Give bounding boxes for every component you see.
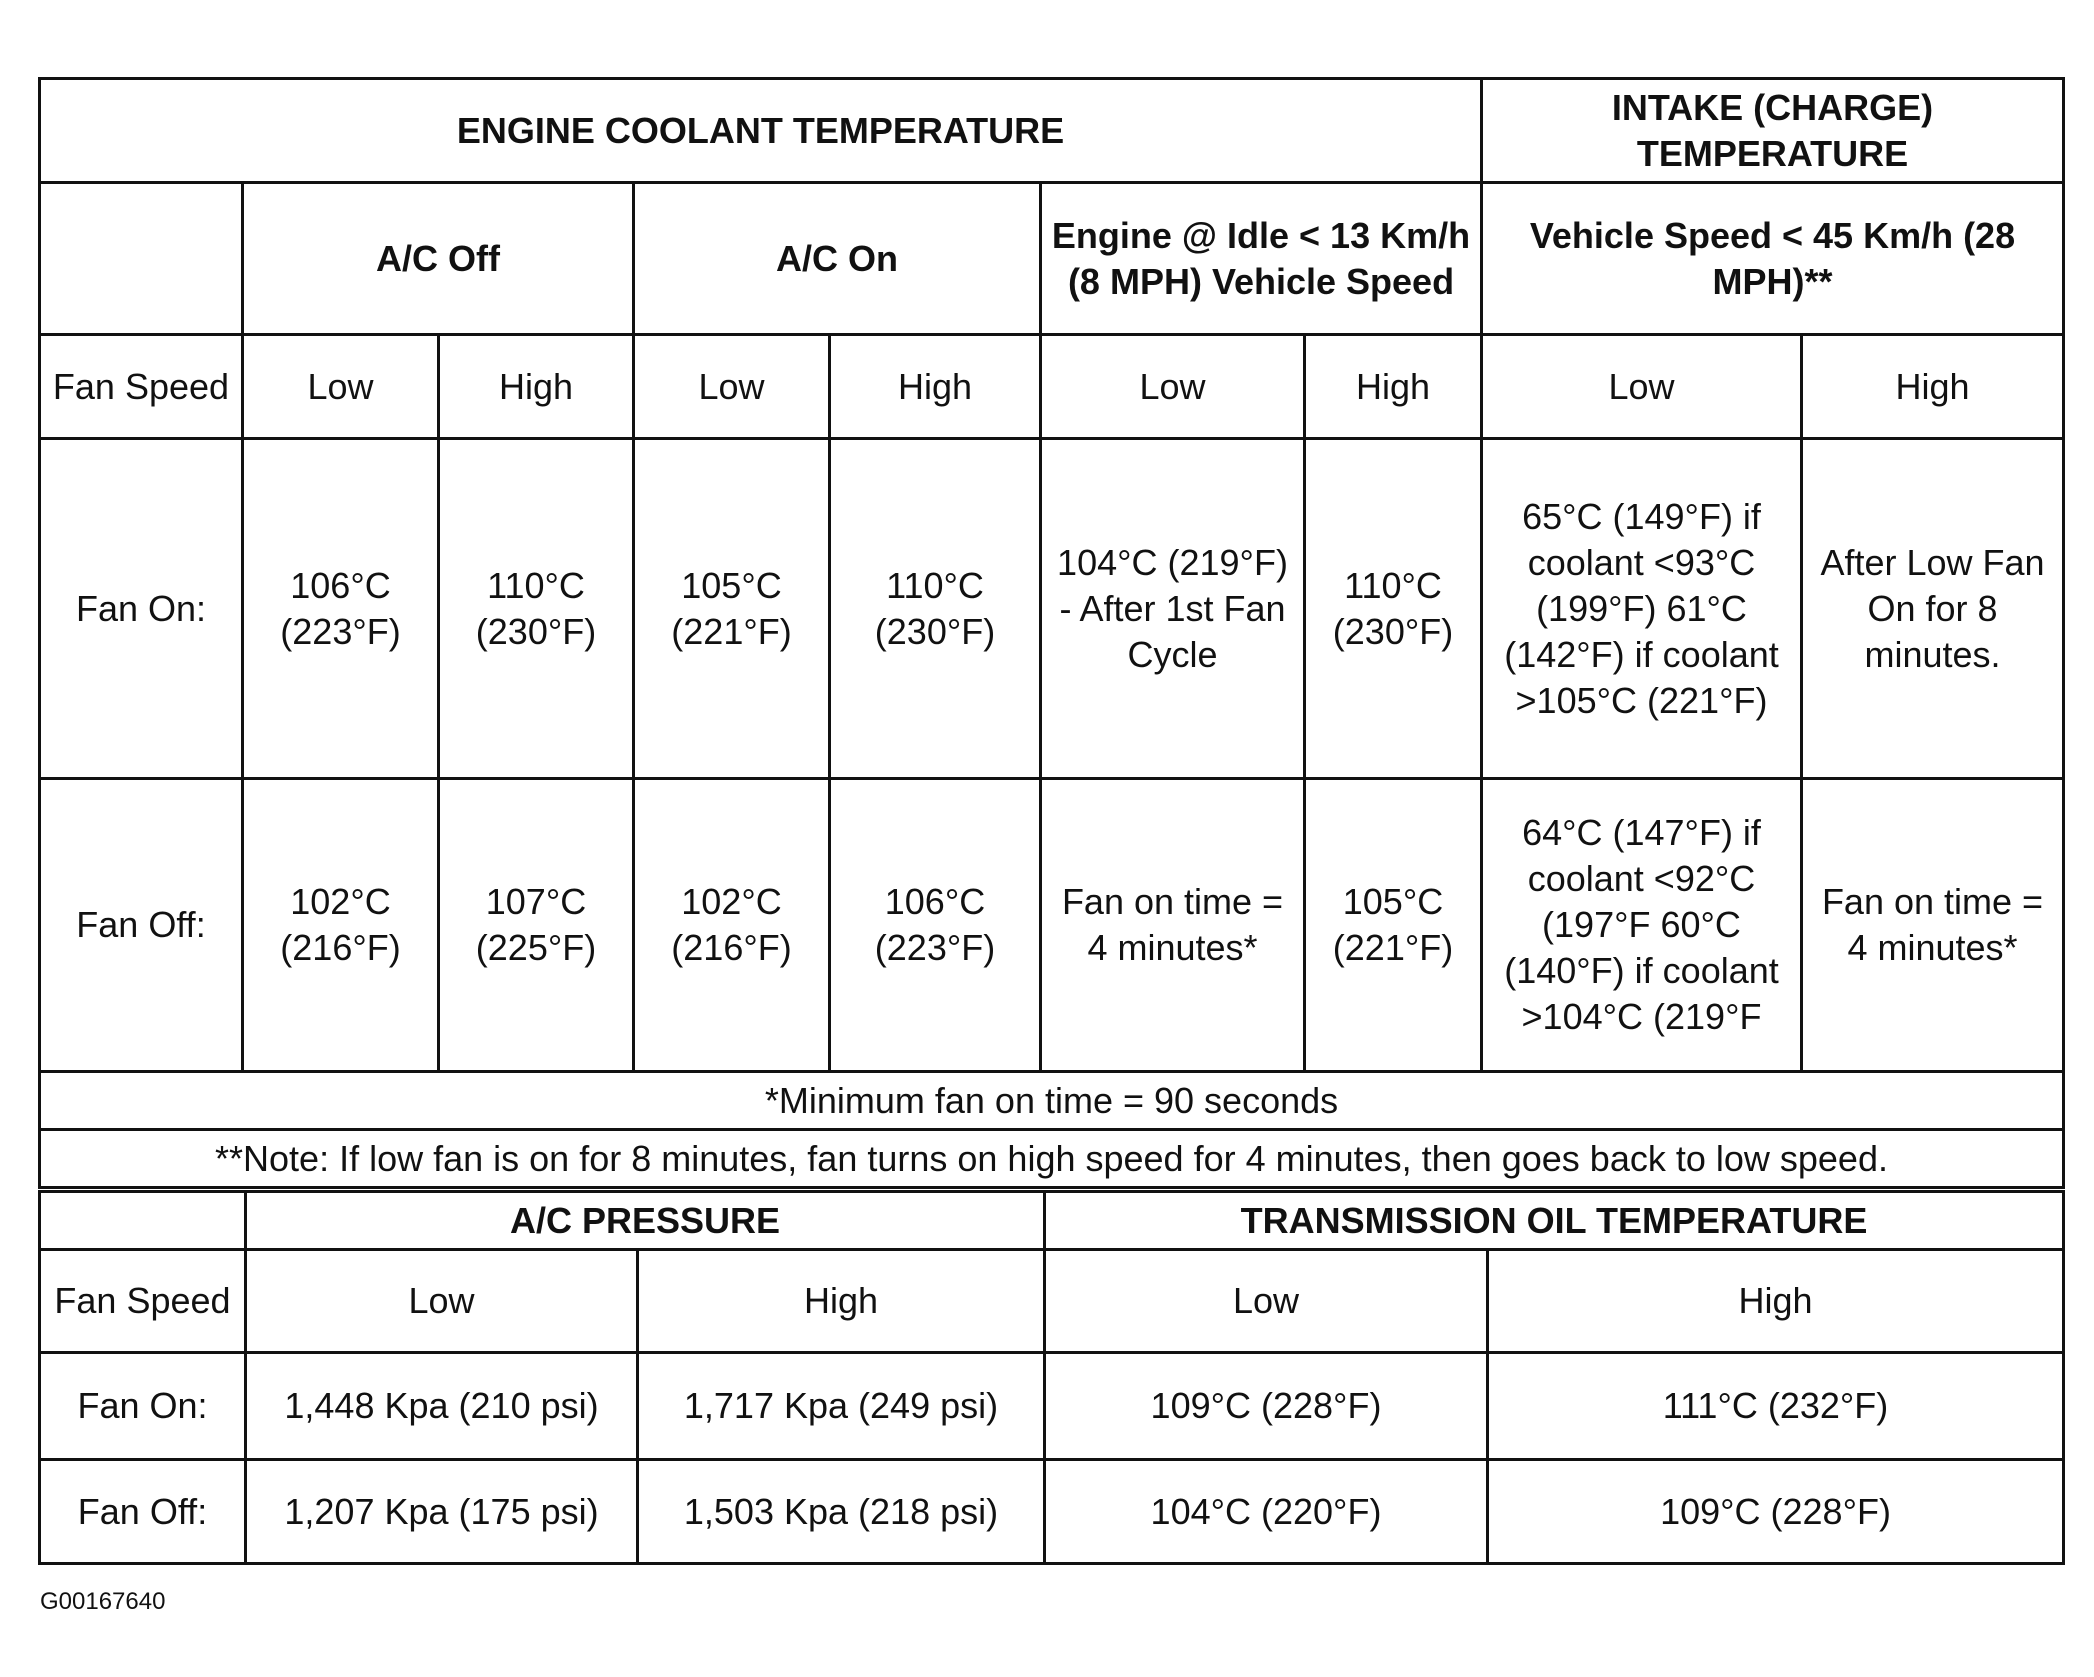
fan-off-ac-off-low: 102°C (216°F) (243, 779, 439, 1072)
empty-corner-cell (40, 183, 243, 335)
fan-off-pressure-low: 1,207 Kpa (175 psi) (246, 1460, 638, 1564)
engine-coolant-header: ENGINE COOLANT TEMPERATURE (40, 79, 1482, 183)
fan-off-trans-high: 109°C (228°F) (1488, 1460, 2064, 1564)
fan-on-idle-high: 110°C (230°F) (1305, 439, 1482, 779)
fan-off-idle-high: 105°C (221°F) (1305, 779, 1482, 1072)
fan-off-pressure-high: 1,503 Kpa (218 psi) (638, 1460, 1045, 1564)
fan-on-ac-off-high: 110°C (230°F) (439, 439, 634, 779)
speed-idle-low: Low (1041, 335, 1305, 439)
pressure-transmission-table (38, 1190, 2065, 1565)
group-engine-idle: Engine @ Idle < 13 Km/h (8 MPH) Vehicle Speed (1041, 183, 1482, 335)
figure-id: G00167640 (40, 1588, 166, 1615)
fan-on-vehicle-high: After Low Fan On for 8 minutes. (1802, 439, 2064, 779)
ac-pressure-header: A/C PRESSURE (246, 1192, 1045, 1250)
fan-on-pressure-low: 1,448 Kpa (210 psi) (246, 1353, 638, 1460)
empty-corner-cell (40, 1192, 246, 1250)
fan-on-vehicle-low: 65°C (149°F) if coolant <93°C (199°F) 61°C (142°F) if coolant >105°C (221°F) (1482, 439, 1802, 779)
fan-on-trans-low: 109°C (228°F) (1045, 1353, 1488, 1460)
fan-off-ac-on-high: 106°C (223°F) (830, 779, 1041, 1072)
speed-trans-high: High (1488, 1250, 2064, 1353)
speed-ac-on-low: Low (634, 335, 830, 439)
group-vehicle-speed: Vehicle Speed < 45 Km/h (28 MPH)** (1482, 183, 2064, 335)
group-ac-off: A/C Off (243, 183, 634, 335)
speed-vehicle-low: Low (1482, 335, 1802, 439)
fan-speed-label: Fan Speed (40, 1250, 246, 1353)
fan-off-ac-on-low: 102°C (216°F) (634, 779, 830, 1072)
speed-idle-high: High (1305, 335, 1482, 439)
transmission-oil-header: TRANSMISSION OIL TEMPERATURE (1045, 1192, 2064, 1250)
row-label-fan-off: Fan Off: (40, 779, 243, 1072)
speed-trans-low: Low (1045, 1250, 1488, 1353)
footnote-minimum-fan-time: *Minimum fan on time = 90 seconds (40, 1072, 2064, 1130)
speed-ac-on-high: High (830, 335, 1041, 439)
speed-pressure-high: High (638, 1250, 1045, 1353)
speed-ac-off-low: Low (243, 335, 439, 439)
group-ac-on: A/C On (634, 183, 1041, 335)
fan-on-idle-low: 104°C (219°F) - After 1st Fan Cycle (1041, 439, 1305, 779)
row-label-fan-on: Fan On: (40, 1353, 246, 1460)
fan-on-pressure-high: 1,717 Kpa (249 psi) (638, 1353, 1045, 1460)
speed-ac-off-high: High (439, 335, 634, 439)
fan-off-vehicle-high: Fan on time = 4 minutes* (1802, 779, 2064, 1072)
intake-header: INTAKE (CHARGE) TEMPERATURE (1482, 79, 2064, 183)
footnote-low-fan-note: **Note: If low fan is on for 8 minutes, fan turns on high speed for 4 minutes, then goes back to low speed. (40, 1130, 2064, 1188)
fan-off-trans-low: 104°C (220°F) (1045, 1460, 1488, 1564)
engine-coolant-table (38, 77, 2065, 1189)
speed-vehicle-high: High (1802, 335, 2064, 439)
row-label-fan-on: Fan On: (40, 439, 243, 779)
fan-off-ac-off-high: 107°C (225°F) (439, 779, 634, 1072)
row-label-fan-off: Fan Off: (40, 1460, 246, 1564)
fan-on-trans-high: 111°C (232°F) (1488, 1353, 2064, 1460)
fan-on-ac-on-high: 110°C (230°F) (830, 439, 1041, 779)
fan-speed-label: Fan Speed (40, 335, 243, 439)
speed-pressure-low: Low (246, 1250, 638, 1353)
fan-on-ac-off-low: 106°C (223°F) (243, 439, 439, 779)
fan-off-idle-low: Fan on time = 4 minutes* (1041, 779, 1305, 1072)
fan-off-vehicle-low: 64°C (147°F) if coolant <92°C (197°F 60°C (140°F) if coolant >104°C (219°F (1482, 779, 1802, 1072)
fan-on-ac-on-low: 105°C (221°F) (634, 439, 830, 779)
